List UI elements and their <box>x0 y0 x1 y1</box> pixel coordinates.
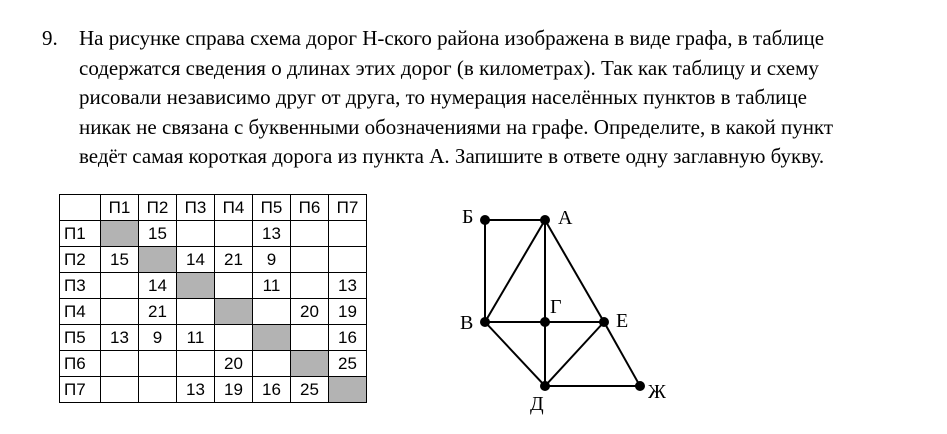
table-cell: 16 <box>253 377 291 403</box>
table-header-row <box>60 195 367 221</box>
graph-node <box>540 381 550 391</box>
graph-node-label: Е <box>616 310 629 332</box>
table-cell <box>329 221 367 247</box>
table-column-header: П4 <box>215 195 253 221</box>
table-corner-cell <box>60 195 101 221</box>
table-row-header: П1 <box>60 221 101 247</box>
table-cell <box>291 221 329 247</box>
problem-text-line: рисовали независимо друг от друга, то нумерация населённых пунктов в таблице <box>79 85 807 109</box>
graph-edge <box>485 220 545 322</box>
table-column-header: П6 <box>291 195 329 221</box>
table-row <box>60 325 367 351</box>
table-cell <box>177 351 215 377</box>
graph-node-label: А <box>558 207 573 229</box>
table-row <box>60 377 367 403</box>
table-cell: 19 <box>215 377 253 403</box>
problem-text-line: На рисунке справа схема дорог Н-ского района изображена в виде графа, в таблице <box>79 26 825 50</box>
table-cell: 11 <box>253 273 291 299</box>
problem-text <box>79 24 932 172</box>
table-row <box>60 299 367 325</box>
graph-node-label: Ж <box>648 381 666 403</box>
problem-number: 9. <box>42 26 58 50</box>
table-diagonal-cell <box>291 351 329 377</box>
table-cell: 21 <box>139 299 177 325</box>
graph-node <box>480 317 490 327</box>
table-cell <box>291 325 329 351</box>
table-cell <box>177 221 215 247</box>
graph-node-label: В <box>460 312 474 334</box>
table-column-header: П1 <box>101 195 139 221</box>
table-cell <box>139 377 177 403</box>
table-cell <box>253 351 291 377</box>
table-cell: 9 <box>253 247 291 273</box>
distance-table <box>59 194 367 403</box>
table-cell: 9 <box>139 325 177 351</box>
road-graph <box>450 196 710 421</box>
table-cell: 15 <box>139 221 177 247</box>
table-row-header: П2 <box>60 247 101 273</box>
table-cell <box>291 247 329 273</box>
table-cell <box>253 299 291 325</box>
table-diagonal-cell <box>253 325 291 351</box>
table-cell <box>101 273 139 299</box>
graph-node <box>635 381 645 391</box>
graph-edge <box>485 322 545 386</box>
table-cell <box>215 325 253 351</box>
table-row <box>60 351 367 377</box>
problem-text-line: ведёт самая короткая дорога из пункта А. Запишите в ответе одну заглавную букву. <box>79 144 825 168</box>
table-cell: 14 <box>139 273 177 299</box>
table-cell: 16 <box>329 325 367 351</box>
table-diagonal-cell <box>177 273 215 299</box>
graph-node <box>540 317 550 327</box>
table-cell <box>215 273 253 299</box>
table-column-header: П5 <box>253 195 291 221</box>
table-cell: 13 <box>101 325 139 351</box>
table-row-header: П7 <box>60 377 101 403</box>
table-cell <box>101 299 139 325</box>
table-row-header: П6 <box>60 351 101 377</box>
table-diagonal-cell <box>101 221 139 247</box>
table-diagonal-cell <box>139 247 177 273</box>
graph-edges <box>485 220 640 386</box>
problem-text-line: содержатся сведения о длинах этих дорог (в километрах). Так как таблицу и схему <box>79 55 819 80</box>
graph-node <box>599 317 609 327</box>
graph-nodes <box>480 215 645 391</box>
table-cell: 19 <box>329 299 367 325</box>
table-cell: 20 <box>215 351 253 377</box>
table-cell: 25 <box>291 377 329 403</box>
table-row-header: П5 <box>60 325 101 351</box>
table-cell: 25 <box>329 351 367 377</box>
table-cell: 21 <box>215 247 253 273</box>
table-cell <box>139 351 177 377</box>
table-cell: 14 <box>177 247 215 273</box>
table-row-header: П4 <box>60 299 101 325</box>
table-row <box>60 273 367 299</box>
table-cell: 13 <box>177 377 215 403</box>
table-cell: 20 <box>291 299 329 325</box>
graph-node-label: Д <box>530 393 544 415</box>
graph-node-label: Б <box>462 206 474 228</box>
problem-text-line: никак не связана с буквенными обозначениями на графе. Определите, в какой пункт <box>79 114 834 139</box>
table-row <box>60 221 367 247</box>
table-cell: 15 <box>101 247 139 273</box>
problem-statement <box>42 24 932 172</box>
table-cell <box>177 299 215 325</box>
table-row <box>60 247 367 273</box>
table-row-header: П3 <box>60 273 101 299</box>
table-cell <box>215 221 253 247</box>
table-cell <box>291 273 329 299</box>
table-cell: 11 <box>177 325 215 351</box>
graph-node <box>540 215 550 225</box>
graph-node <box>480 215 490 225</box>
table-diagonal-cell <box>329 377 367 403</box>
graph-edge <box>545 322 604 386</box>
table-column-header: П3 <box>177 195 215 221</box>
table-cell <box>101 377 139 403</box>
table-column-header: П7 <box>329 195 367 221</box>
table-cell: 13 <box>329 273 367 299</box>
graph-node-label: Г <box>550 296 562 318</box>
table-cell <box>329 247 367 273</box>
table-cell <box>101 351 139 377</box>
table-column-header: П2 <box>139 195 177 221</box>
table-diagonal-cell <box>215 299 253 325</box>
table-cell: 13 <box>253 221 291 247</box>
